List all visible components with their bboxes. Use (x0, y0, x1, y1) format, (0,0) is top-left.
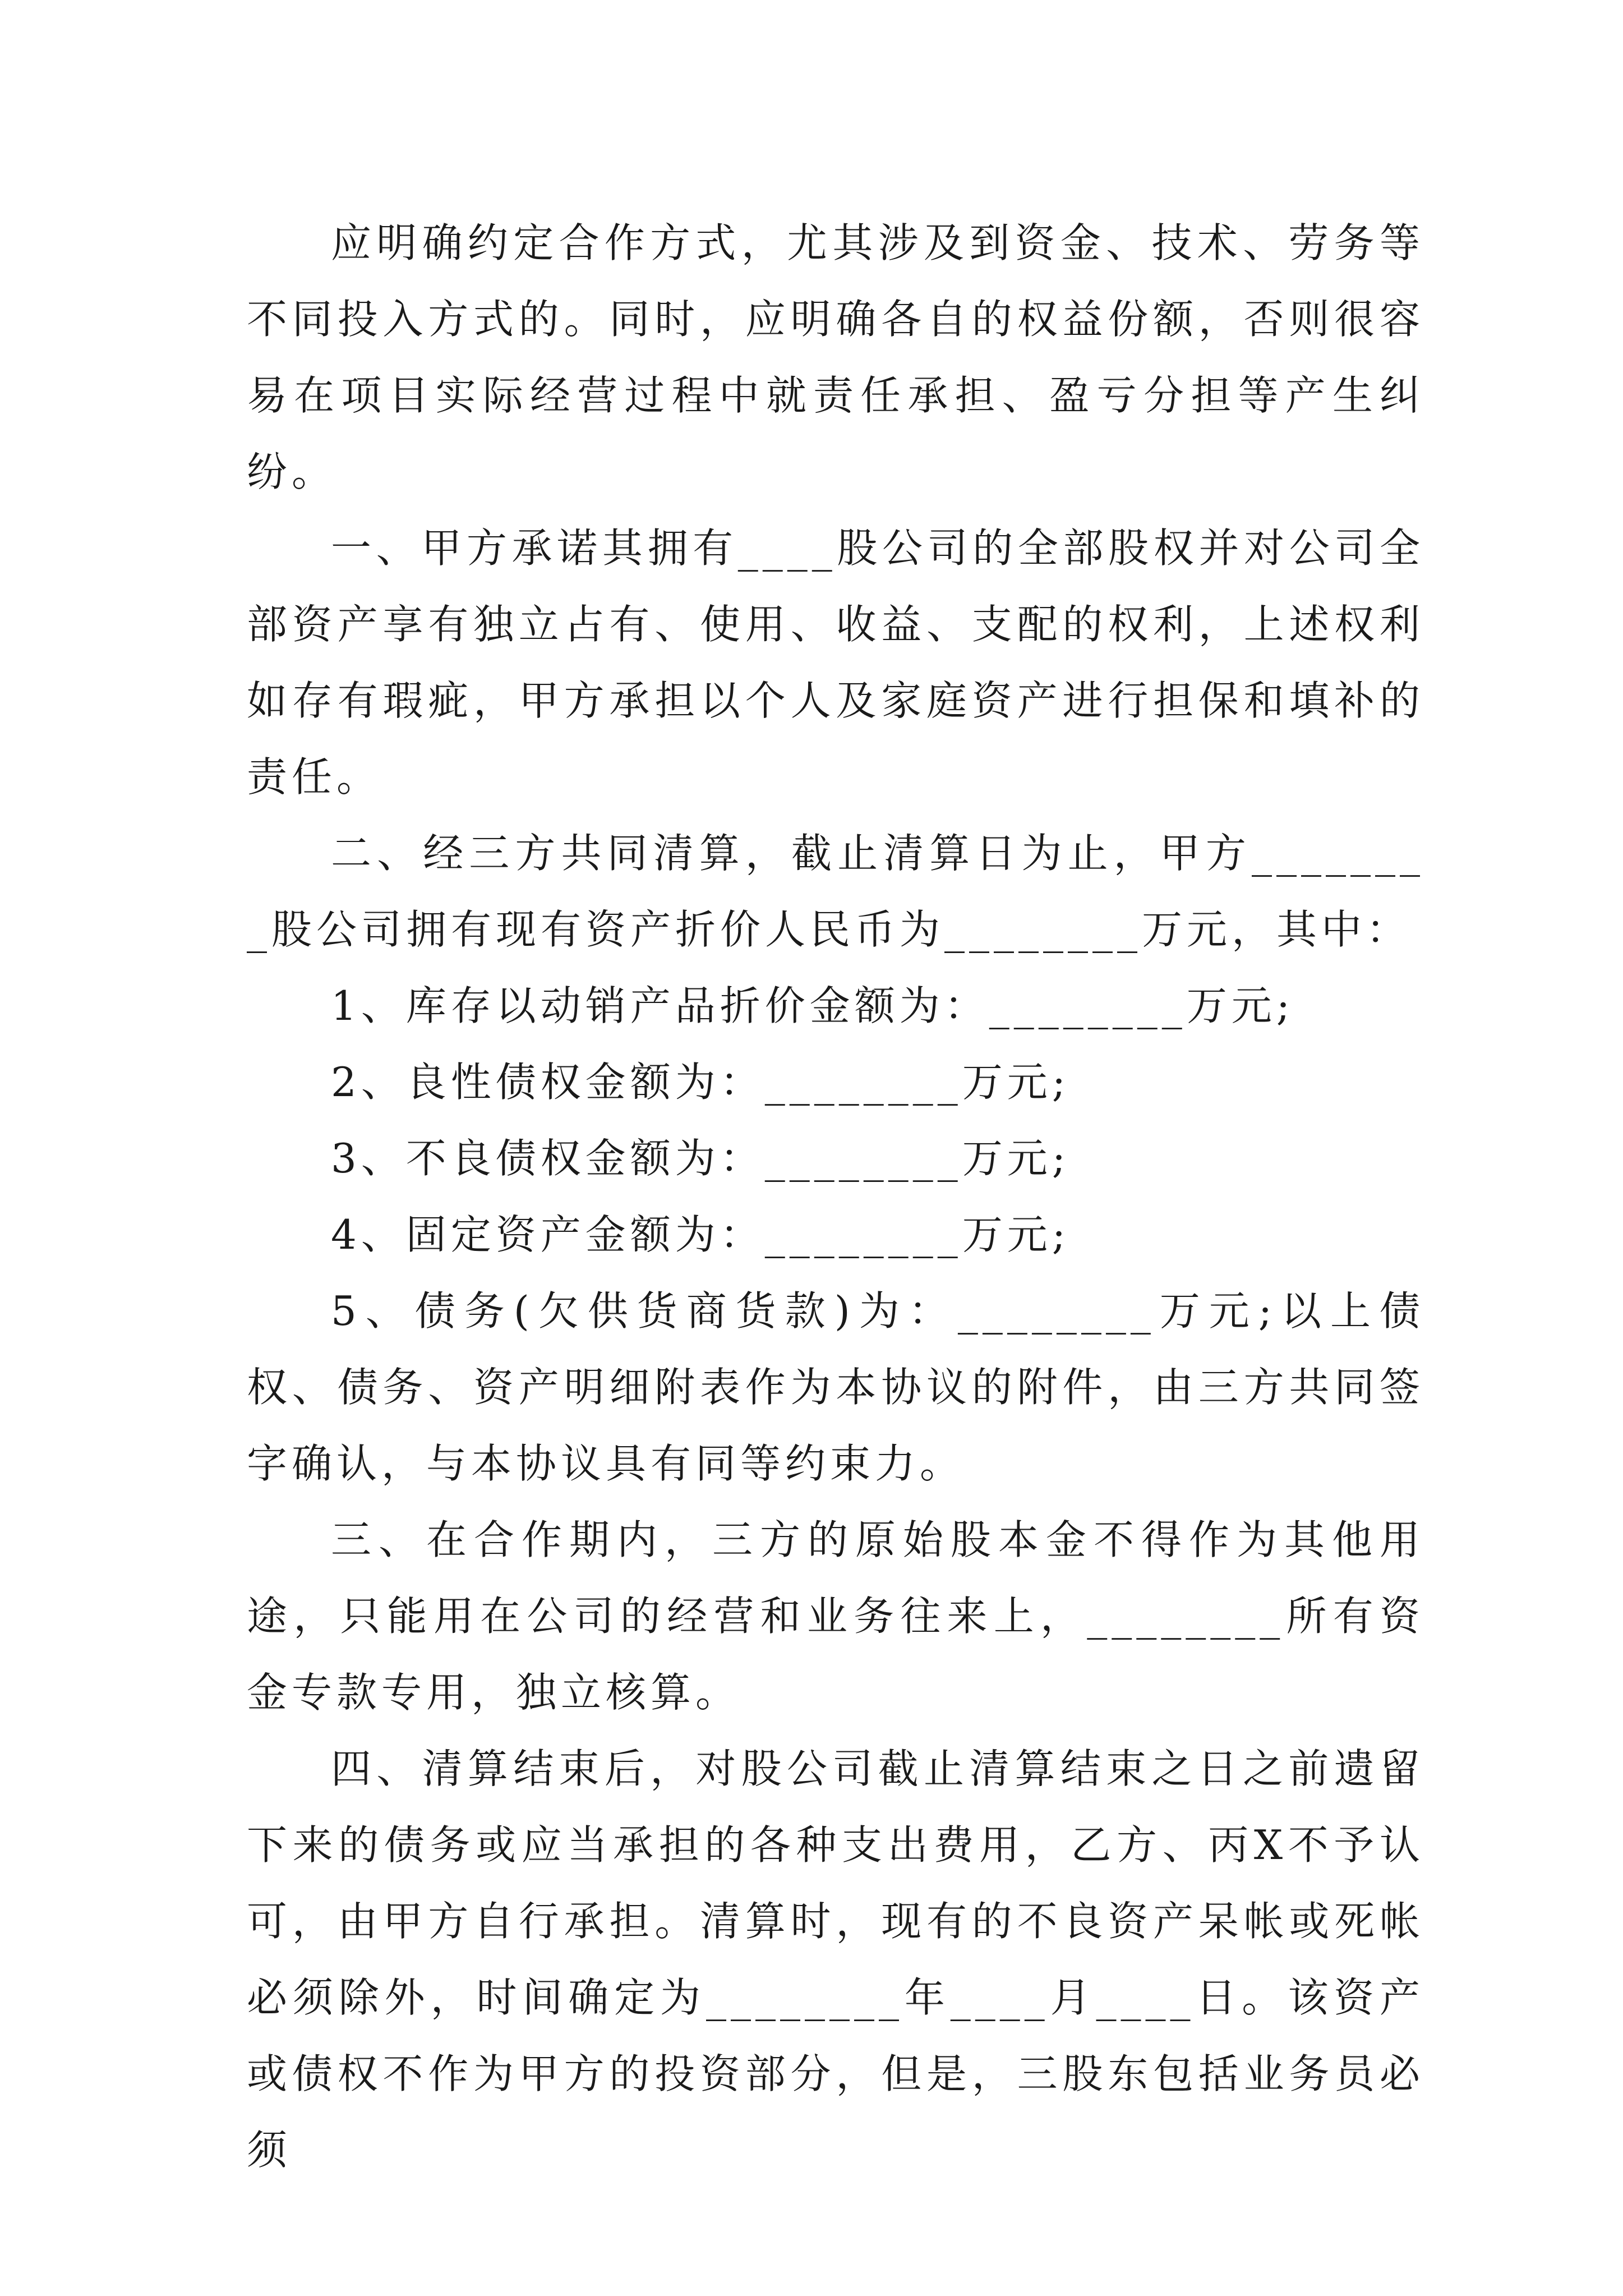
paragraph-item-4: 4、固定资产金额为：________万元; (331, 1211, 1071, 1258)
paragraph-item-5: 5、债务(欠供货商货款)为：________万元;以上债权、债务、资产明细附表作为本协议的附件，由三方共同签字确认，与本协议具有同等约束力。 (247, 1287, 1424, 1487)
paragraph-clause-1: 一、甲方承诺其拥有____股公司的全部股权并对公司全部资产享有独立占有、使用、收益、支配的权利，上述权利如存有瑕疵，甲方承担以个人及家庭资产进行担保和填补的责任。 (247, 524, 1424, 800)
paragraph-intro: 应明确约定合作方式，尤其涉及到资金、技术、劳务等不同投入方式的。同时，应明确各自的权益份额，否则很容易在项目实际经营过程中就责任承担、盈亏分担等产生纠纷。 (247, 219, 1424, 495)
paragraph-clause-2: 二、经三方共同清算，截止清算日为止，甲方________股公司拥有现有资产折价人民币为________万元，其中： (247, 830, 1424, 953)
paragraph-item-2: 2、良性债权金额为：________万元; (331, 1059, 1071, 1106)
paragraph-clause-4: 四、清算结束后，对股公司截止清算结束之日之前遗留下来的债务或应当承担的各种支出费用，乙方、丙X不予认可，由甲方自行承担。清算时，现有的不良资产呆帐或死帐必须除外，时间确定为________年____月____日。该资产或债权不作为甲方的投资部分，但是，三股东包括业务员必须 (247, 1745, 1424, 2174)
paragraph-item-3: 3、不良债权金额为：________万元; (331, 1135, 1071, 1182)
paragraph-clause-3: 三、在合作期内，三方的原始股本金不得作为其他用途，只能用在公司的经营和业务往来上，________所有资金专款专用，独立核算。 (247, 1516, 1424, 1716)
document-body (247, 205, 1424, 2188)
paragraph-item-1: 1、库存以动销产品折价金额为：________万元; (331, 982, 1295, 1029)
